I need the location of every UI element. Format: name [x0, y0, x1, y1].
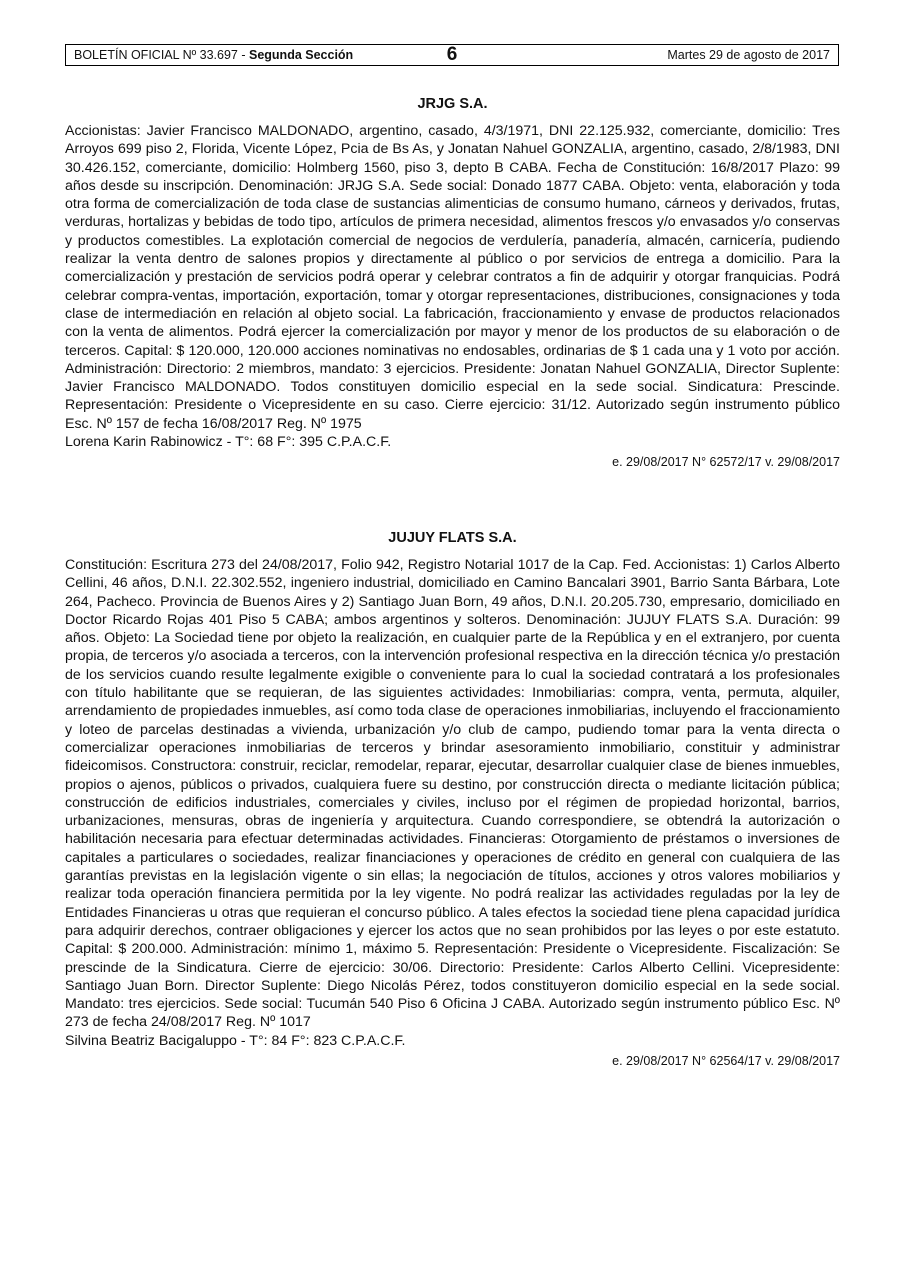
- notice-title: JRJG S.A.: [417, 96, 488, 112]
- section-name: Segunda Sección: [249, 48, 354, 62]
- notice-title: JUJUY FLATS S.A.: [388, 530, 517, 546]
- publication-date: Martes 29 de agosto de 2017: [667, 48, 830, 62]
- bulletin-number: BOLETÍN OFICIAL Nº 33.697 -: [74, 48, 249, 62]
- notice-body: Constitución: Escritura 273 del 24/08/2017, Folio 942, Registro Notarial 1017 de la Cap. Fed. Accionistas: 1) Carlos Alberto Cellini, 46 años, D.N.I. 22.302.552, ingeniero industrial, domiciliado en Camino Bancalari 3901, Barrio Santa Bárbara, Lote 264, Pacheco. Provincia de Buenos Aires y 2) Santiago Juan Born, 49 años, D.N.I. 20.205.730, empresario, domiciliado en Doctor Ricardo Rojas 401 Piso 5 CABA; ambos argentinos y solteros. Denominación: JUJUY FLATS S.A. Duración: 99 años. Objeto: La Sociedad tiene por objeto la realización, en cualquier parte de la República y en el extranjero, por cuenta propia, de terceros y/o asociada a terceros, con la intervención profesional respectiva en la dirección técnica y/o prestación de los servicios cuando resulte legalmente exigible o conveniente para lo cual la sociedad contratará a los profesionales con título habilitante que se requieran, de las siguientes actividades: Inmobiliarias: compra, venta, permuta, alquiler, arrendamiento de propiedades inmuebles, así como toda clase de operaciones inmobiliarias, incluyendo el fraccionamiento y loteo de parcelas destinadas a vivienda, urbanización y/o club de campo, pudiendo tomar para la venta directa o comercializar operaciones inmobiliarias de terceros y brindar asesoramiento inmobiliario, constituir y administrar fideicomisos. Constructora: construir, reciclar, remodelar, reparar, ejecutar, desarrollar cualquier clase de bienes inmuebles, propios o ajenos, públicos o privados, cualquiera fuere su destino, por construcción directa o mediante licitación pública; construcción de edificios industriales, comerciales y civiles, incluso por el régimen de propiedad horizontal, barrios, urbanizaciones, mensuras, obras de ingeniería y arquitectura. Cuando correspondiere, se obtendrá la autorización o habilitación necesaria para efectuar determinadas actividades. Financieras: Otorgamiento de préstamos o inversiones de capitales a particulares o sociedades, realizar financiaciones y operaciones de crédito en general con cualquiera de las garantías previstas en la legislación vigente o sin ellas; la negociación de títulos, acciones y otros valores mobiliarios y realizar toda operación financiera permitida por la ley vigente. No podrá realizar las actividades reguladas por la ley de Entidades Financieras u otras que requieran el concurso público. A tales efectos la sociedad tiene plena capacidad jurídica para adquirir derechos, contraer obligaciones y ejercer los actos que no sean prohibidos por las leyes o por este estatuto. Capital: $ 200.000. Administración: mínimo 1, máximo 5. Representación: Presidente o Vicepresidente. Fiscalización: Se prescinde de la Sindicatura. Cierre de ejercicio: 30/06. Directorio: Presidente: Carlos Alberto Cellini. Vicepresidente: Santiago Juan Born. Director Suplente: Diego Nicolás Pérez, todos constituyeron domicilio especial en la sede social. Mandato: tres ejercicios. Sede social: Tucumán 540 Piso 6 Oficina J CABA. Autorizado según instrumento público Esc. Nº 273 de fecha 24/08/2017 Reg. Nº 1017: [65, 557, 840, 1031]
- notice-reference: e. 29/08/2017 N° 62572/17 v. 29/08/2017: [612, 455, 840, 470]
- page-header: [65, 44, 839, 66]
- notice-signature: Silvina Beatriz Bacigaluppo - T°: 84 F°: 823 C.P.A.C.F.: [65, 1032, 406, 1049]
- notice-body: Accionistas: Javier Francisco MALDONADO, argentino, casado, 4/3/1971, DNI 22.125.932, comerciante, domicilio: Tres Arroyos 699 piso 2, Florida, Vicente López, Pcia de Bs As, y Jonatan Nahuel GONZALIA, argentino, casado, 2/8/1983, DNI 30.426.152, comerciante, domicilio: Holmberg 1560, piso 3, depto B CABA. Fecha de Constitución: 16/8/2017 Plazo: 99 años desde su inscripción. Denominación: JRJG S.A. Sede social: Donado 1877 CABA. Objeto: venta, elaboración y toda otra forma de comercialización de toda clase de sustancias alimenticias de consumo humano, cárneos y derivados, frutas, verduras, hortalizas y bebidas de todo tipo, artículos de primera necesidad, alimentos frescos y/o envasados y/o conservas y productos comestibles. La explotación comercial de negocios de verdulería, panadería, almacén, carnicería, pudiendo realizar la venta dentro de salones propios y directamente al público o por servicios de entrega a domicilio. Para la comercialización y prestación de servicios podrá operar y celebrar contratos a fin de adquirir y otorgar franquicias. Podrá celebrar compra-ventas, importación, exportación, tomar y otorgar representaciones, distribuciones, consignaciones y toda clase de intermediación en relación al objeto social. La fabricación, fraccionamiento y envase de productos relacionados con la venta de alimentos. Podrá ejercer la comercialización por mayor y menor de los productos de su elaboración o de terceros. Capital: $ 120.000, 120.000 acciones nominativas no endosables, ordinarias de $ 1 cada una y 1 voto por acción. Administración: Directorio: 2 miembros, mandato: 3 ejercicios. Presidente: Jonatan Nahuel GONZALIA, Director Suplente: Javier Francisco MALDONADO. Todos constituyen domicilio especial en la sede social. Sindicatura: Prescinde. Representación: Presidente o Vicepresidente en su caso. Cierre ejercicio: 31/12. Autorizado según instrumento público Esc. Nº 157 de fecha 16/08/2017 Reg. Nº 1975: [65, 123, 840, 432]
- notice-reference: e. 29/08/2017 N° 62564/17 v. 29/08/2017: [612, 1054, 840, 1069]
- page-number: 6: [446, 44, 458, 65]
- notice-signature: Lorena Karin Rabinowicz - T°: 68 F°: 395 C.P.A.C.F.: [65, 434, 392, 451]
- notice-jrjg: [65, 96, 840, 470]
- notice-jujuy-flats: [65, 530, 840, 1069]
